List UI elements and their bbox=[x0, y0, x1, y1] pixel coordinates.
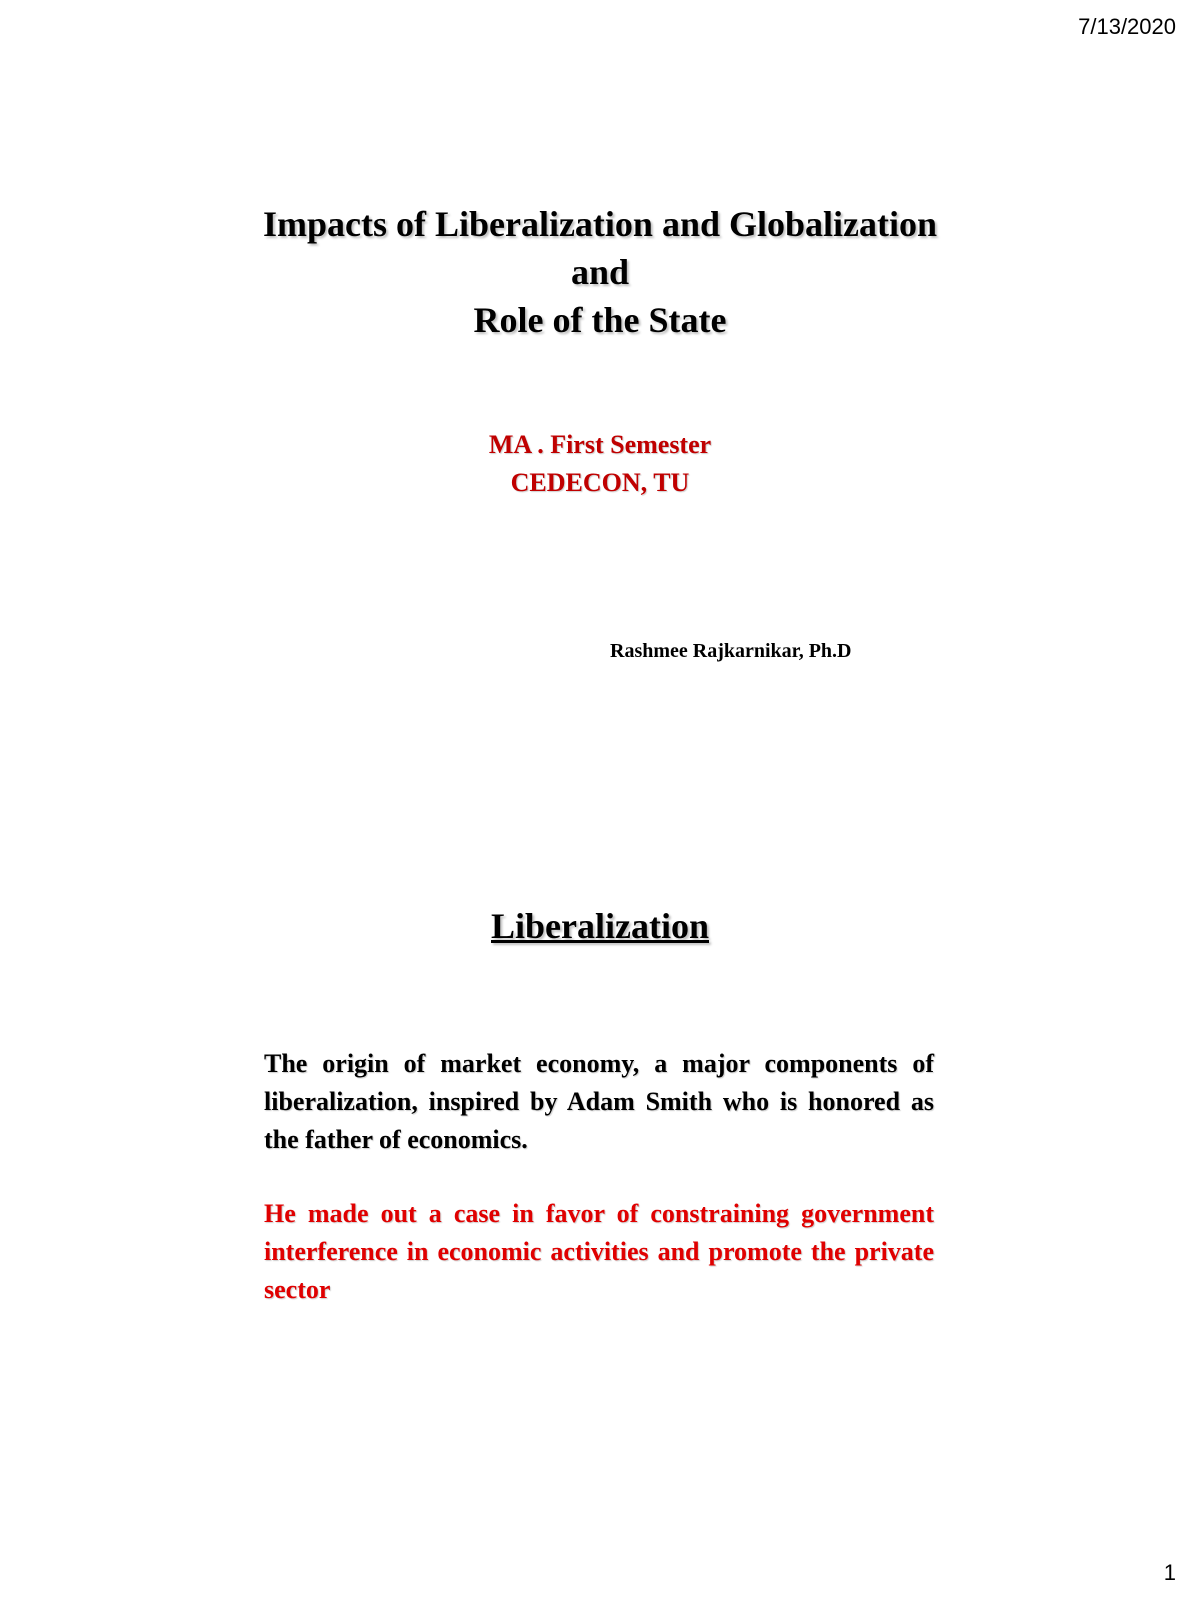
course-institution: CEDECON, TU bbox=[510, 468, 690, 497]
title-line-3: Role of the State bbox=[473, 300, 727, 340]
slide-title-heading bbox=[0, 200, 1200, 344]
paragraph-origin: The origin of market economy, a major components of liberalization, inspired by Adam Smith who is honored as the father of economics. bbox=[264, 1049, 934, 1154]
course-info bbox=[0, 426, 1200, 502]
page-date: 7/13/2020 bbox=[1078, 14, 1176, 39]
page-number: 1 bbox=[1163, 1560, 1176, 1585]
paragraph-highlight: He made out a case in favor of constraining government interference in economic activities and promote the private sector bbox=[264, 1199, 934, 1304]
slide-heading: Liberalization bbox=[491, 906, 709, 946]
course-semester: MA . First Semester bbox=[488, 430, 712, 459]
author-name: Rashmee Rajkarnikar, Ph.D bbox=[610, 640, 852, 662]
slide-title bbox=[0, 200, 1200, 720]
title-line-1: Impacts of Liberalization and Globalization bbox=[262, 204, 938, 244]
title-line-2: and bbox=[570, 252, 630, 292]
slide-liberalization bbox=[0, 905, 1200, 1365]
